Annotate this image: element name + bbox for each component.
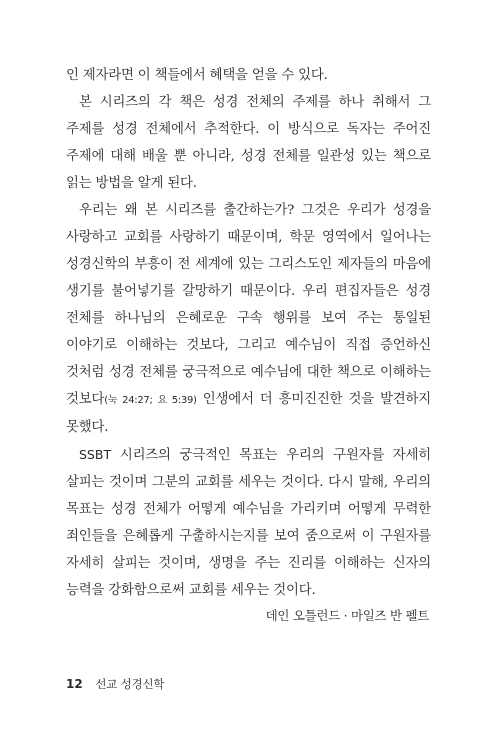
paragraph-why-publish-ending: 인생에서 더 흥미진진한 것을 발견하지 못했다. — [66, 392, 432, 435]
series-abbreviation: SSBT — [79, 447, 112, 462]
editors-signature: 데인 오틀런드 · 마일즈 반 펠트 — [265, 608, 429, 623]
paragraph-why-publish — [66, 197, 431, 441]
scripture-reference: (눅 24:27; 요 5:39) — [104, 395, 197, 406]
running-title: 선교 성경신학 — [95, 677, 165, 691]
paragraph-series-approach: 본 시리즈의 각 책은 성경 전체의 주제를 하나 취해서 그 주제를 성경 전체에서 추적한다. 이 방식으로 독자는 주어진 주제에 대해 배울 뿐 아니라, 성경 전체를 일관성 있는 책으로 읽는 방법을 알게 된다. — [66, 95, 431, 191]
paragraph-ultimate-goal-text: 시리즈의 궁극적인 목표는 우리의 구원자를 자세히 살피는 것이며 그분의 교회를 세우는 것이다. 다시 말해, 우리의 목표는 성경 전체가 어떻게 예수님을 가리키며 어떻게 무력한 죄인들을 은혜롭게 구출하시는지를 보여 줌으로써 이 구원자를 자세히 살피는 것이며, 생명을 주는 진리를 이해하는 신자의 능력을 강화함으로써 교회를 세우는 것이다. — [66, 448, 431, 598]
body-text — [66, 62, 431, 628]
page-footer — [66, 676, 164, 692]
paragraph-continued: 인 제자라면 이 책들에서 혜택을 얻을 수 있다. — [66, 68, 328, 83]
page-number: 12 — [66, 677, 83, 691]
paragraph-why-publish-text: 우리는 왜 본 시리즈를 출간하는가? 그것은 우리가 성경을 사랑하고 교회를 사랑하기 때문이며, 학문 영역에서 일어나는 성경신학의 부흥이 전 세계에 있는 그리스도인 제자들의 마음에 생기를 불어넣기를 갈망하기 때문이다. 우리 편집자들은 성경 전체를 하나님의 은혜로운 구속 행위를 보여 주는 통일된 이야기로 이해하는 것보다, 그리고 예수님이 직접 증언하신 것처럼 성경 전체를 궁극적으로 예수님에 대한 책으로 이해하는 것보다 — [66, 203, 431, 407]
paragraph-ultimate-goal — [66, 441, 431, 604]
